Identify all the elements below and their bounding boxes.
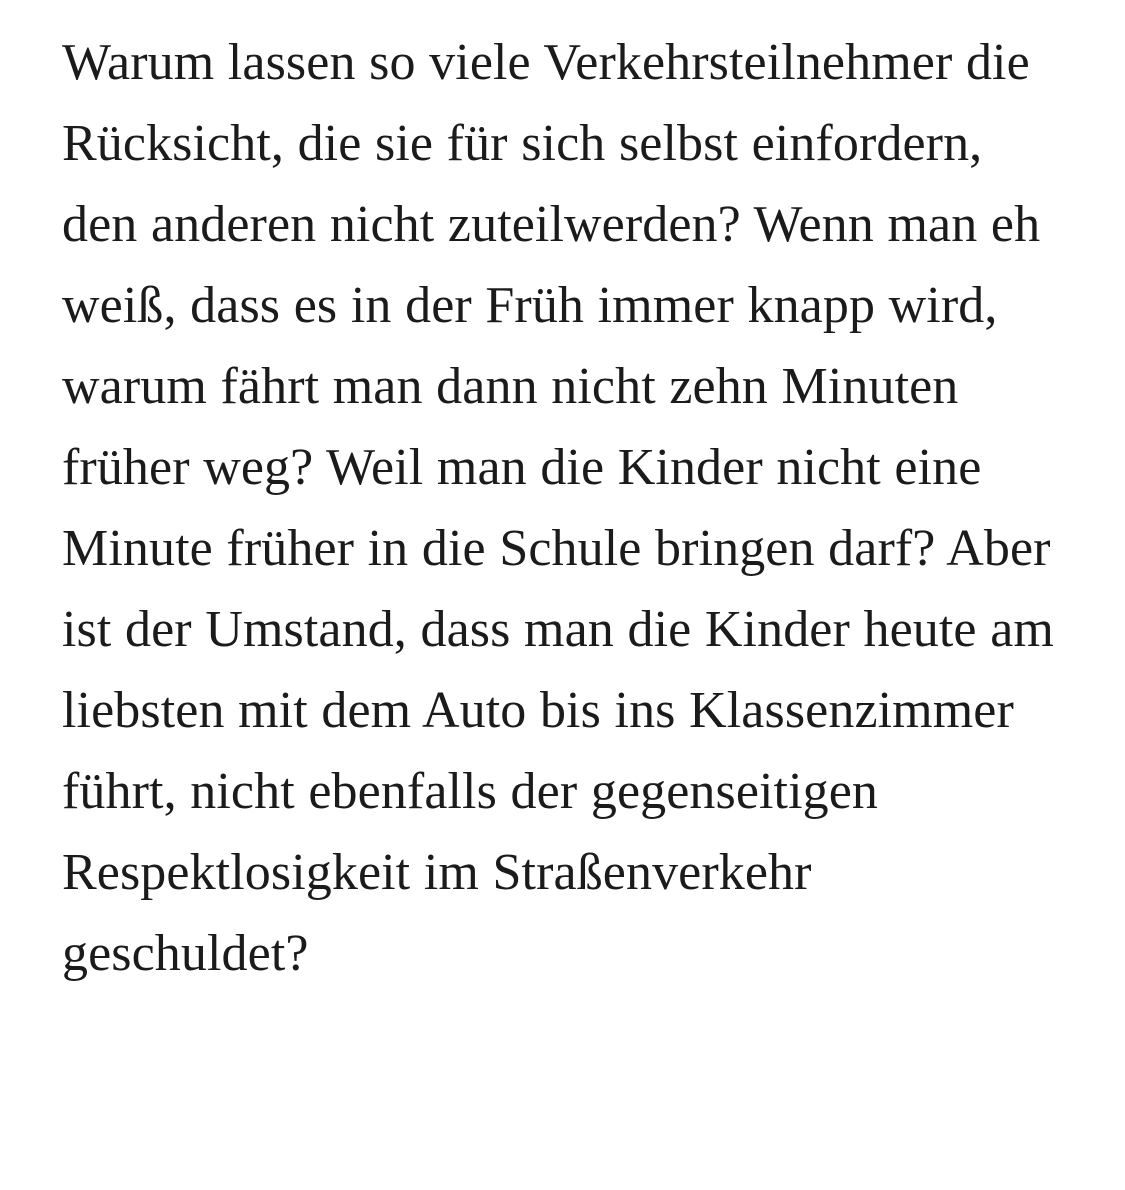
body-paragraph: Warum lassen so viele Verkehrsteilnehmer die Rücksicht, die sie für sich selbst einfordern, den anderen nicht zuteilwerden? Wenn man eh weiß, dass es in der Früh immer knapp wird, warum fährt man dann nicht zehn Minuten früher weg? Weil man die Kinder nicht eine Minute früher in die Schule bringen darf? Aber ist der Umstand, dass man die Kinder heute am liebsten mit dem Auto bis ins Klassenzimmer führt, nicht ebenfalls der gegenseitigen Respektlosigkeit im Straßenverkehr geschuldet? [62, 34, 1054, 982]
